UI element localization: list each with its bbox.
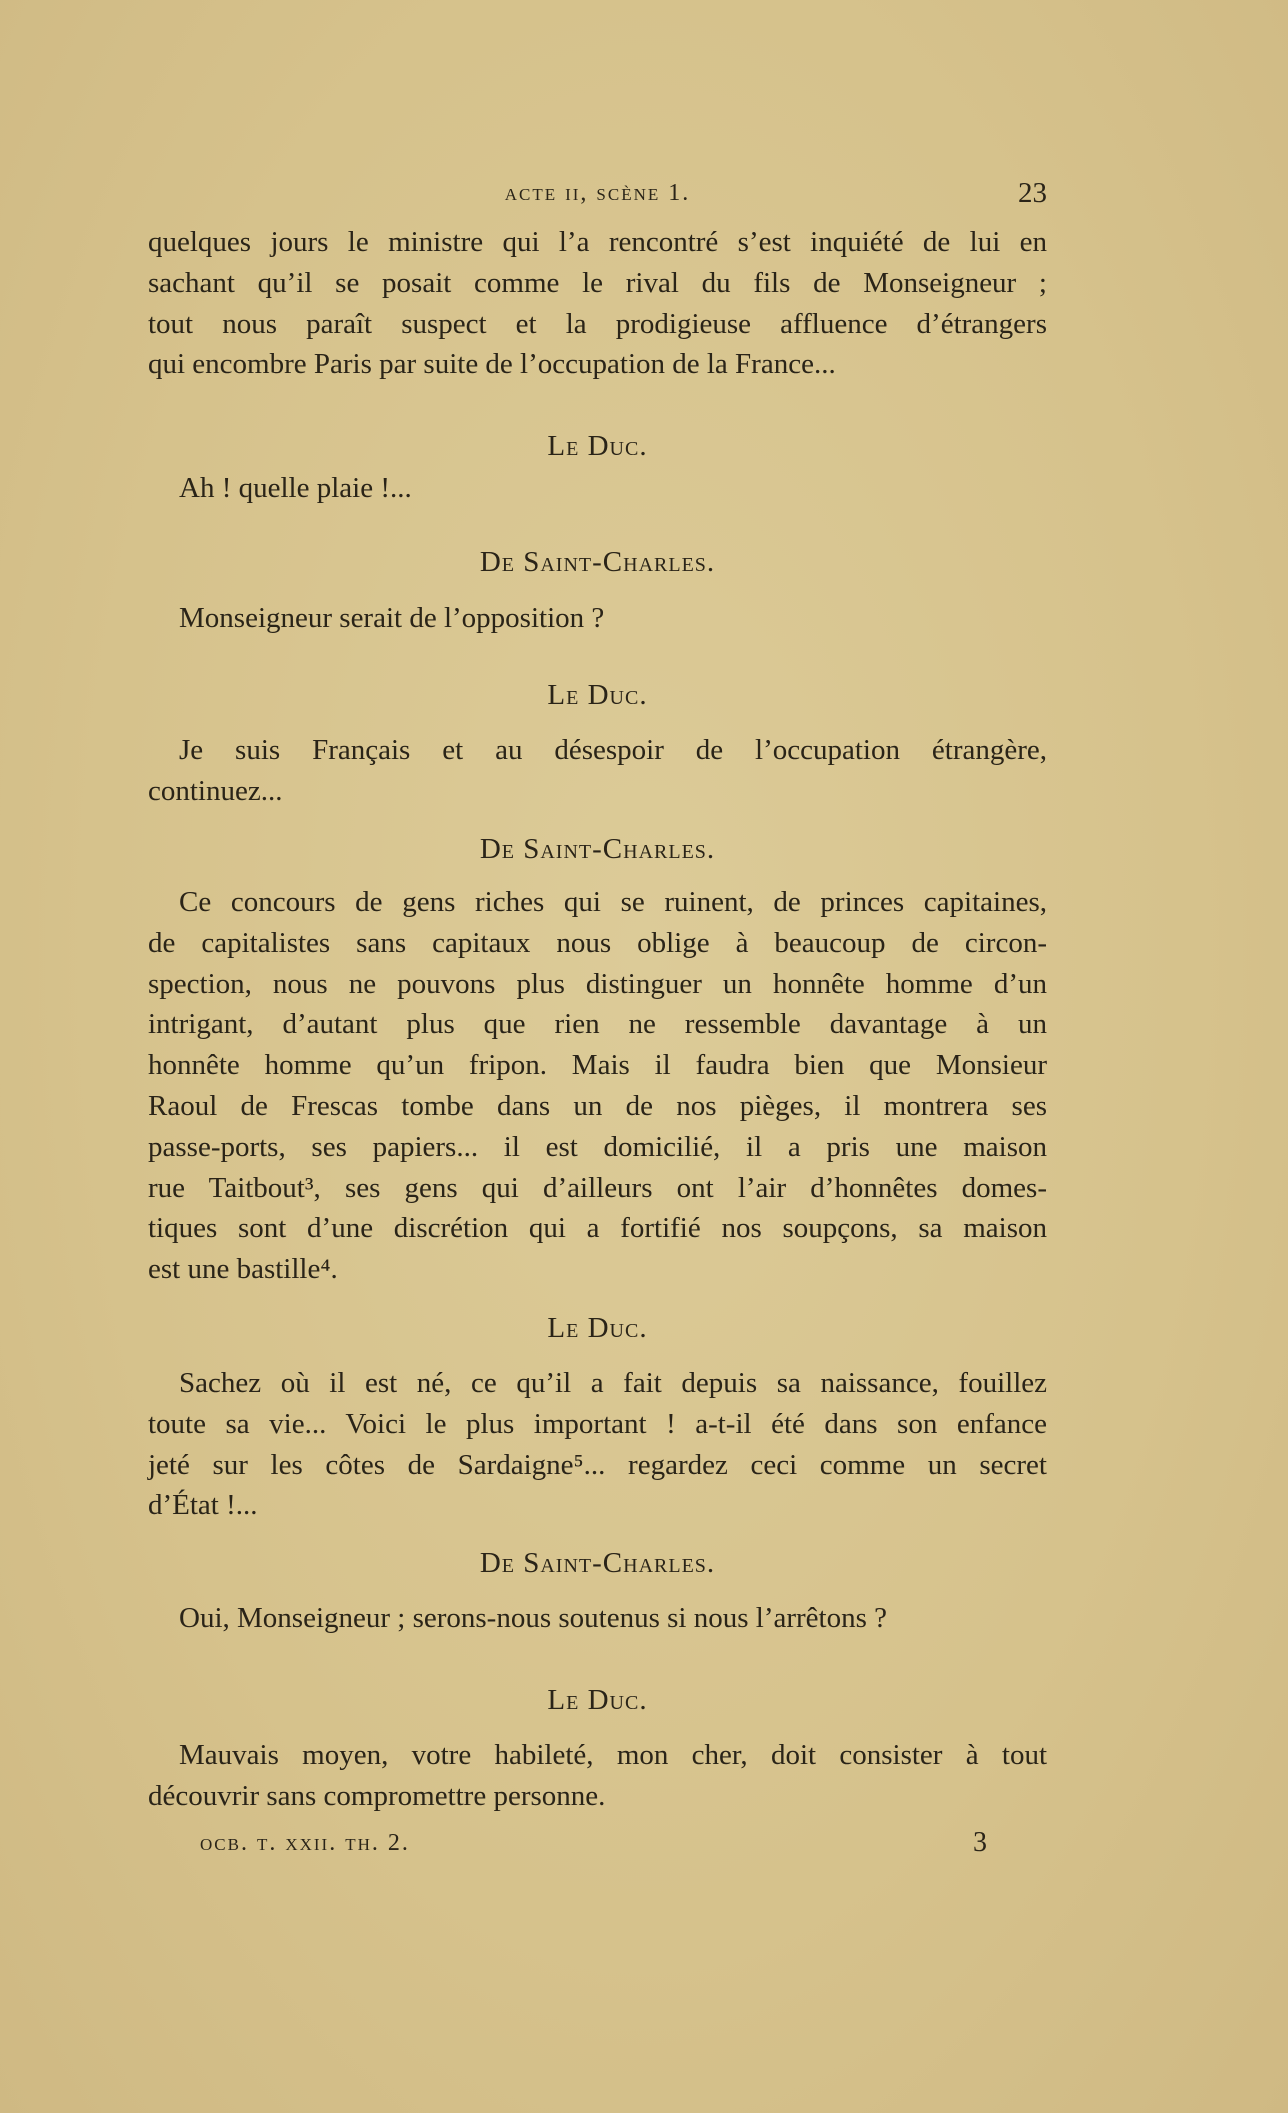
text-line: toute sa vie... Voici le plus important ! a-t-il été dans son enfance [148,1407,1047,1440]
text-line: passe-ports, ses papiers... il est domicilié, il a pris une maison [148,1130,1047,1163]
text-line: Raoul de Frescas tombe dans un de nos pièges, il montrera ses [148,1089,1047,1122]
text-line: intrigant, d’autant plus que rien ne ressemble davantage à un [148,1008,1047,1041]
speaker-name: Le Duc. [547,430,648,462]
signature-mark: ocb. t. xxii. th. 2. [200,1830,410,1856]
text-line: quelques jours le ministre qui l’a rencontré s’est inquiété de lui en [148,226,1047,258]
text-line: Monseigneur serait de l’opposition ? [179,602,605,634]
paragraph [148,882,1047,1290]
paragraph [148,222,1047,385]
text-line: découvrir sans compromettre personne. [148,1779,606,1812]
text-line: Ah ! quelle plaie !... [179,472,412,504]
paragraph [148,730,1047,812]
paragraph [148,1598,1047,1639]
text-line: Oui, Monseigneur ; serons-nous soutenus si nous l’arrêtons ? [179,1602,887,1634]
text-line: Je suis Français et au désespoir de l’occupation étrangère, [179,734,1047,766]
speaker-name: De Saint-Charles. [479,546,716,578]
text-line: honnête homme qu’un fripon. Mais il faudra bien que Monsieur [148,1049,1047,1082]
text-line: continuez... [148,774,283,807]
text-line: spection, nous ne pouvons plus distinguer un honnête homme d’un [148,967,1047,1000]
text-line: qui encombre Paris par suite de l’occupation de la France... [148,348,836,381]
paragraph [148,468,1047,509]
speaker-name: Le Duc. [547,679,648,711]
speaker-name: De Saint-Charles. [479,1547,716,1579]
text-line: de capitalistes sans capitaux nous oblige à beaucoup de circon- [148,926,1047,959]
text-line: est une bastille⁴. [148,1253,338,1286]
text-line: tout nous paraît suspect et la prodigieuse affluence d’étrangers [148,307,1047,340]
sheet-number: 3 [973,1827,987,1858]
text-line: jeté sur les côtes de Sardaigne⁵... regardez ceci comme un secret [148,1448,1047,1481]
text-line: Ce concours de gens riches qui se ruinent, de princes capitaines, [179,886,1047,918]
text-line: Mauvais moyen, votre habileté, mon cher, doit consister à tout [179,1739,1047,1771]
paragraph [148,598,1047,639]
paragraph [148,1735,1047,1817]
text-line: tiques sont d’une discrétion qui a fortifié nos soupçons, sa maison [148,1212,1047,1245]
running-head-title: acte ii, scène 1. [504,180,691,206]
text-line: sachant qu’il se posait comme le rival du fils de Monseigneur ; [148,266,1047,299]
text-line: Sachez où il est né, ce qu’il a fait depuis sa naissance, fouillez [179,1367,1047,1399]
paragraph [148,1363,1047,1526]
speaker-name: De Saint-Charles. [479,833,716,865]
speaker-name: Le Duc. [547,1684,648,1716]
text-line: d’État !... [148,1489,258,1522]
text-line: rue Taitbout³, ses gens qui d’ailleurs ont l’air d’honnêtes domes- [148,1171,1047,1204]
page-number: 23 [1018,177,1047,209]
speaker-name: Le Duc. [547,1312,648,1344]
